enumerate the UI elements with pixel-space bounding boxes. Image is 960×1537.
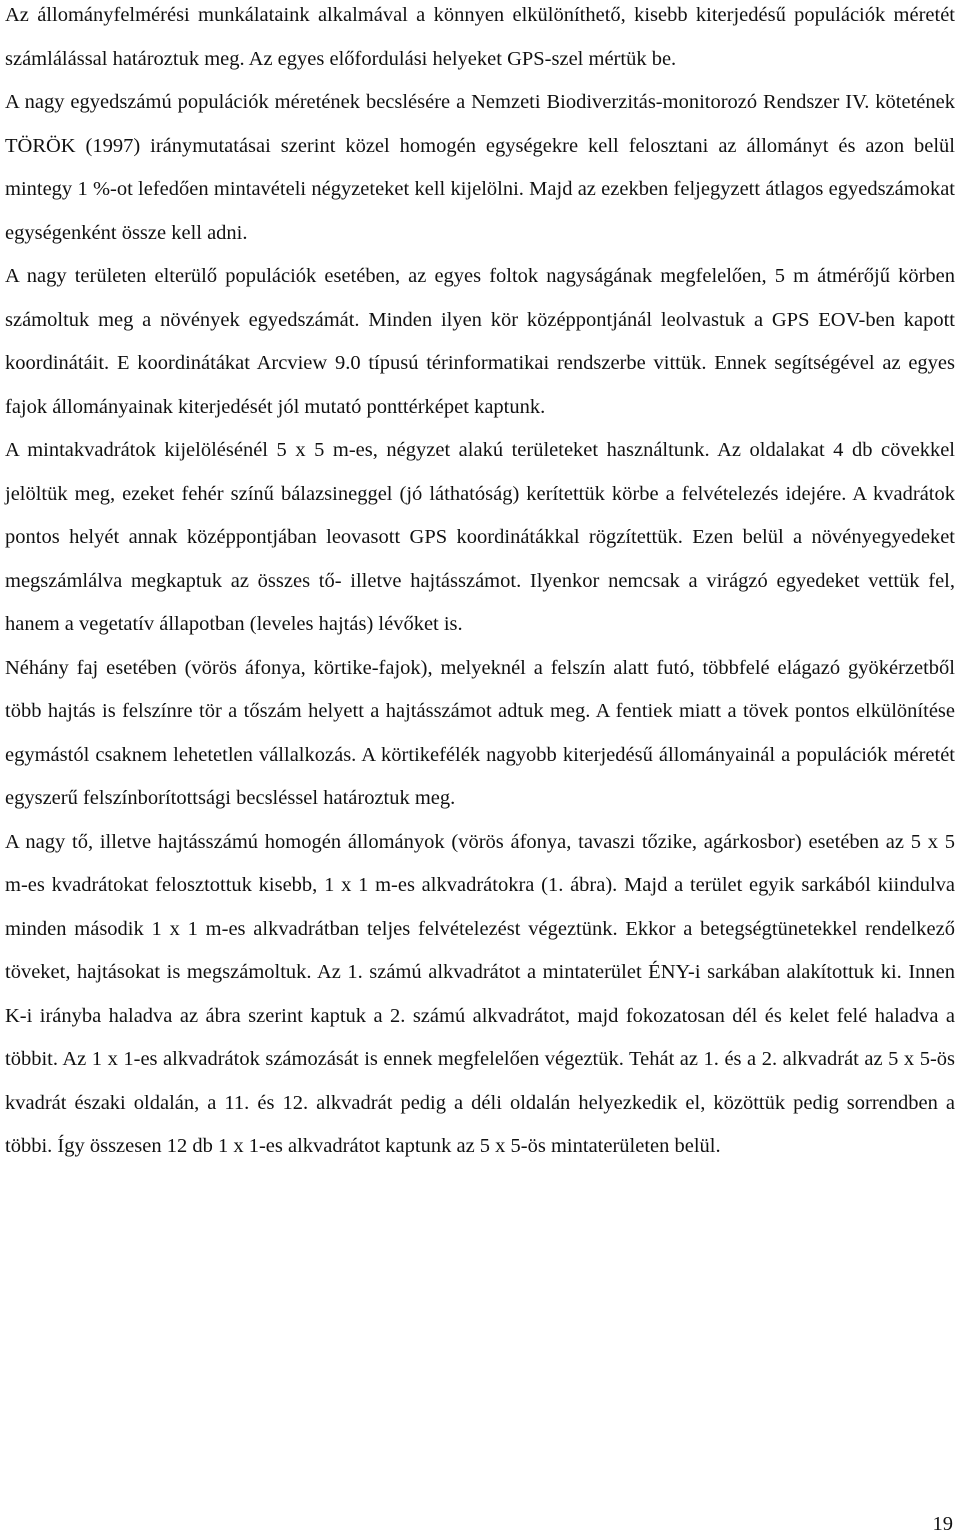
paragraph-subquadrats: A nagy tő, illetve hajtásszámú homogén állományok (vörös áfonya, tavaszi tőzike, agárkosbor) esetében az 5 x 5 m-es kvadrátokat felosztottuk kisebb, 1 x 1 m-es alkvadrátokra (1. ábra). Majd a terület egyik sarkából kiindulva minden második 1 x 1 m-es alkvadrátban teljes felvételezést végeztünk. Ekkor a betegségtünetekkel rendelkező töveket, hajtásokat is megszámoltuk. Az 1. számú alkvadrátot a mintaterület ÉNY-i sarkában alakítottuk ki. Innen K-i irányba haladva az ábra szerint kaptuk a 2. számú alkvadrátot, majd fokozatosan dél és kelet felé haladva a többit. Az 1 x 1-es alkvadrátok számozását is ennek megfelelően végeztük. Tehát az 1. és a 2. alkvadrát az 5 x 5-ös kvadrát északi oldalán, a 11. és 12. alkvadrát pedig a déli oldalán helyezkedik el, közöttük pedig sorrendben a többi. Így összesen 12 db 1 x 1-es alkvadrátot kaptunk az 5 x 5-ös mintaterületen belül. (5, 830, 955, 1157)
paragraph-population-counting: Az állományfelmérési munkálataink alkalmával a könnyen elkülöníthető, kisebb kiterjedésű populációk méretét számlálással határoztuk meg. Az egyes előfordulási helyeket GPS-szel mértük be. (5, 4, 955, 70)
paragraph-large-populations: A nagy területen elterülő populációk esetében, az egyes foltok nagyságának megfelelően, 5 m átmérőjű körben számoltuk meg a növények egyedszámát. Minden ilyen kör középpontjánál leolvastuk a GPS EOV-ben kapott koordinátáit. E koordinátákat Arcview 9.0 típusú térinformatikai rendszerbe vittük. Ennek segítségével az egyes fajok állományainak kiterjedését jól mutató ponttérképet kaptunk. (5, 265, 955, 418)
paragraph-sample-quadrats: A mintakvadrátok kijelölésénél 5 x 5 m-es, négyzet alakú területeket használtunk. Az oldalakat 4 db cövekkel jelöltük meg, ezeket fehér színű bálazsineggel (jó láthatóság) kerítettük körbe a felvételezés idejére. A kvadrátok pontos helyét annak középpontjában leovasott GPS koordinátákkal rögzítettük. Ezen belül a növényegyedeket megszámlálva megkaptuk az összes tő- illetve hajtásszámot. Ilyenkor nemcsak a virágzó egyedeket vettük fel, hanem a vegetatív állapotban (leveles hajtás) lévőket is. (5, 439, 955, 635)
page-number: 19 (932, 1513, 953, 1535)
document-page (5, 0, 955, 1169)
paragraph-estimation-method: A nagy egyedszámú populációk méretének becslésére a Nemzeti Biodiverzitás-monitorozó Rendszer IV. kötetének TÖRÖK (1997) iránymutatásai szerint közel homogén egységekre kell felosztani az állományt és azon belül mintegy 1 %-ot lefedően mintavételi négyzeteket kell kijelölni. Majd az ezekben feljegyzett átlagos egyedszámokat egységenként össze kell adni. (5, 91, 955, 244)
paragraph-shoot-counting: Néhány faj esetében (vörös áfonya, körtike-fajok), melyeknél a felszín alatt futó, többfelé elágazó gyökérzetből több hajtás is felszínre tör a tőszám helyett a hajtásszámot adtuk meg. A fentiek miatt a tövek pontos elkülönítése egymástól csaknem lehetetlen vállalkozás. A körtikefélék nagyobb kiterjedésű állományainál a populációk méretét egyszerű felszínborítottsági becsléssel határoztuk meg. (5, 656, 955, 809)
